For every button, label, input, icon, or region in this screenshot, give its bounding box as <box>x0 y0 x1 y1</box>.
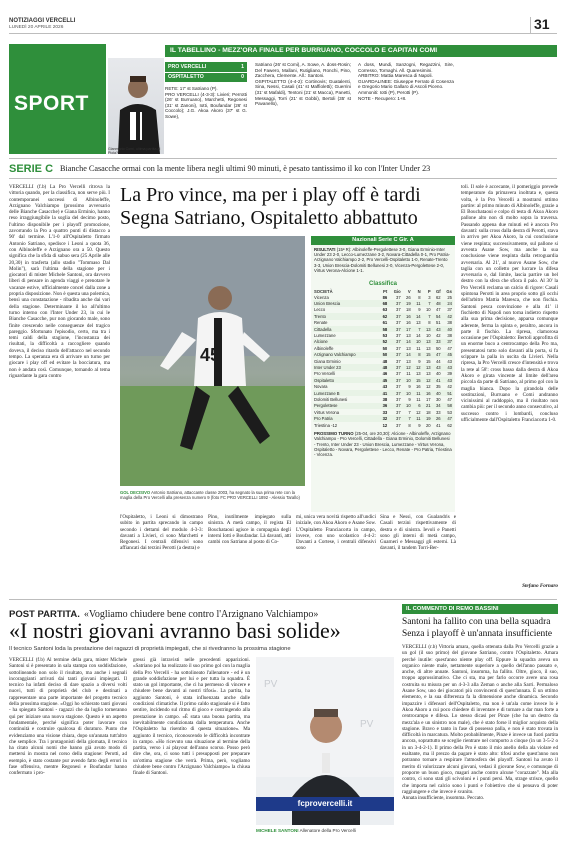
post-column-2: gressi già intravisti nelle precedenti apparizioni. «Satriano poi ha realizzato il suo primo gol con la maglia della Pro Vercelli - ha sottolineato l'allenatore - ed è un grande soddisfazione per lui e per tutta la squadra. È stato un gol importante, che ci ha permesso di vincere e chiudere bene davanti ai nostri tifosi». La partita, ha aggiunto Santoni, è stata influenzata anche dalle condizioni climatiche. Il primo caldo stagionale si è fatto sentire, incidendo sul ritmo di gioco e costringendo alla prestazione in campo. «È stata una buona partita, ma inevitabilmente condizionata dalla temperatura. Anche l'Ospitaletto ha risentito di questa situazione». Ma aggiunto il tecnico, riconoscendo le difficoltà incontrate in campo. «Ho ricevuto una situazione al termine della partita, verso i ai playout dell'anno scorso. Posso però dire che, ora, ci sono tutti i presupposti per preparare un'ottima stagione che verrà. Prima, però, vogliamo chiudere bene contro l'Arzignano Valchiampo» la chiusa finale di Santoni. <box>133 657 252 777</box>
standings-cell: 37 <box>396 345 401 351</box>
standings-cell: 61 <box>382 320 388 326</box>
lead-subhead: Bianche Casacche ormai con la mente libera negli ultimi 90 minuti, è pesato tantissimo il ko con l'Inter Under 23 <box>60 164 431 173</box>
standings-cell: 17 <box>425 396 431 402</box>
standings-cell: 37 <box>388 377 401 383</box>
tabellino-column-3: A doss, Mundi, Sanzogni, Regazzini, Sire, Corresso, Tornaghi. All. Quaresimini. ARBITRO: Mattia Maresca di Napoli. GUARDALINEE: Giuseppe Ferrato di Cosenza e Gregorio Mario Gallaro di Ascoli Piceno. Ammoniti: Iotti (P), Perotti (P). NOTE - Recupero: 1+8. <box>358 62 454 101</box>
standings-cell: 12 <box>422 377 432 383</box>
standings-cell: 13 <box>425 371 431 377</box>
standings-cell: 51 <box>442 390 453 396</box>
standings-cell: 9 <box>418 307 421 313</box>
standings-classifica-label: Classifica <box>368 281 398 287</box>
standings-cell: 47 <box>442 415 453 421</box>
standings-cell: 11 <box>416 396 421 402</box>
standings-cell: 53 <box>382 333 388 339</box>
standings-cell: 13 <box>405 358 411 364</box>
standings-cell: 62 <box>378 313 388 319</box>
standings-cell: 15 <box>412 377 422 383</box>
standings-cell: 7 <box>422 300 432 306</box>
standings-cell: 53 <box>447 409 452 415</box>
tabellino-column-2: Satriano (26' st Comi), A. Sowe, A. doss-Rosin; Del Fawero, Mallani, Rutigliano, Ronchi, Pino, Zacchera, Clemente. All.: Santoni. OSPITALETTO (4-4-2): Cortinovis; Guatalenti, Sina, Nessi, Casali (41' st Maffioletti); Guerrini (31' st Mafaldi), Tentoni (21' st Macca), Panetti, Messaggi, Torri (21' st Gobbi), Bertoli (35' st Pavanello), <box>255 62 351 107</box>
standings-cell: 37 <box>388 300 401 306</box>
standings-cell: 43 <box>432 364 442 370</box>
standings-cell: 37 <box>396 409 401 415</box>
standings-cell: 11 <box>412 300 422 306</box>
standings-cell: 10 <box>402 390 412 396</box>
lead-photo-caption-text: Antonio Satriano, attaccante classe 2003, ha segnato la sua prima rete con la maglia della Pro Vercelli alla presenza numero 9 (foto FC PRO VERCELLI 1892 - Alessio Tarallo) <box>120 490 300 500</box>
score-row-home <box>165 62 247 72</box>
standings-next-text: (25-04, ore 20,30): Alcione - Albinoleffe, Arzignano Valchiampo - Pro Vercelli, Cittadella - Giana Erminio, Dolomiti Bellunesi - Trento, Inter Under 23 - Union Brescia, Lumezzane - Virtus Verona, Ospitaletto - Novara, Pergolettese - Lecco, Renate - Pro Patria, Triestina - Vicenza. <box>314 431 452 458</box>
standings-cell: 15 <box>422 352 432 358</box>
svg-text:PV: PV <box>360 719 374 730</box>
standings-cell: 12 <box>425 384 431 390</box>
standings-cell: 43 <box>432 326 442 332</box>
standings-cell: 30 <box>435 396 441 402</box>
standings-cell: 48 <box>432 300 442 306</box>
standings-cell: 43 <box>382 384 388 390</box>
standings-cell: 9 <box>418 358 421 364</box>
lead-mid-column-2: Pino, inutilmente impiegato sulla sinistra. A metà campo, il regista El Bouchataoui agisce in compagnia degli interni Iotti e Boufandar. Là davanti, atti cambi con Satriano al posto di Co- <box>208 514 293 546</box>
standings-header-cell: Gf <box>435 288 441 294</box>
post-subhead: Il tecnico Santoni loda la prestazione dei ragazzi di proprietà impiegati, che si rivedranno la prossima stagione <box>9 646 291 652</box>
standings-cell: 58 <box>442 403 453 409</box>
standings-cell: 8 <box>412 352 422 358</box>
standings-cell: 10 <box>412 339 422 345</box>
standings-cell: 62 <box>447 422 452 428</box>
standings-cell: 7 <box>412 326 422 332</box>
standings-cell: 50 <box>382 345 388 351</box>
standings-cell: Virtus Verona <box>314 409 340 415</box>
standings-results <box>311 245 455 281</box>
standings-cell: 8 <box>408 422 411 428</box>
standings-cell: 9 <box>418 422 421 428</box>
standings-cell: 37 <box>388 313 401 319</box>
standings-cell: 42 <box>442 313 453 319</box>
standings-cell: 37 <box>388 352 401 358</box>
standings-cell: 41 <box>435 422 441 428</box>
standings-cell: Lecco <box>314 307 326 313</box>
post-kicker-quote: «Vogliamo chiudere bene contro l'Arzignano Valchiampo» <box>83 609 319 620</box>
lead-title-line-1: La Pro vince, ma per i play off è tardi <box>120 184 421 206</box>
tabellino-photo <box>108 58 164 154</box>
standings-cell: Alcione <box>313 339 378 345</box>
header-rule <box>9 33 557 34</box>
standings-cell: Renate <box>314 320 328 326</box>
player-comi-illustration <box>108 58 164 154</box>
standings-cell: 37 <box>447 307 452 313</box>
standings-cell: 24 <box>442 300 453 306</box>
standings-cell: 37 <box>396 320 401 326</box>
standings-cell: Trento <box>313 313 378 319</box>
standings-cell: 13 <box>415 320 421 326</box>
standings-cell: 33 <box>382 409 388 415</box>
standings-cell: 37 <box>396 371 401 377</box>
standings-cell: 6 <box>412 403 422 409</box>
comment-title-line-2: Senza i playoff è un'annata insufficiente <box>402 629 552 639</box>
standings-cell: 38 <box>447 333 452 339</box>
standings-cell: 37 <box>396 396 401 402</box>
post-top-rule <box>9 599 557 600</box>
score-away-value: 0 <box>241 74 244 81</box>
lead-top-rule <box>9 158 557 159</box>
standings-cell: 51 <box>435 320 441 326</box>
lead-kicker: SERIE C <box>9 163 54 175</box>
standings-cell: 10 <box>402 403 412 409</box>
standings-cell: 37 <box>396 358 401 364</box>
lead-photo-caption <box>120 490 305 500</box>
sport-section-label: SPORT <box>14 92 89 115</box>
post-column-1: VERCELLI (f.b) Al termine della gara, mister Michele Santoni si è presentato in sala stampa con soddisfazione, sottolineando non solo il risultato, ma anche i segnali incoraggianti arrivati dai tanti giovani impiegati. Il tecnico ha infatti deciso di dare spazio a diversi volti nuovi, tutti di proprietà del club e destinati a rappresentare una parte importante del progetto tecnico della prossima stagione. «Oggi ho schierato tanti giovani - ha spiegato Santoni - ragazzi che da luglio torneranno qui per iniziare una nuova stagione. Questo è un aspetto fondamentale, perché significa poter lavorare con continuità e costruire qualcosa di duraturo. Punto che evidenziamo una visione chiara, dopo un'annata tutt'altro che semplice. Tra i protagonisti della giornata, il tecnico ha citato alcuni nomi che hanno già avuto modo di mettersi in mostra nel corso della stagione: Perotti, ad esempio, è stato costante pur avendo fatto degli errori in fase offensiva, mentre Regonesi e Boufandar hanno confermato i pro- <box>9 657 129 777</box>
standings-cell: 32 <box>378 415 388 421</box>
standings-cell: 45 <box>442 352 453 358</box>
standings-cell: 19 <box>402 300 412 306</box>
standings-cell: 3 <box>428 294 431 300</box>
standings-cell: 13 <box>422 364 432 370</box>
standings-title: Nazionali Serie C Gir. A <box>311 236 455 245</box>
lead-title-line-2: Segna Satriano, Ospitaletto abbattuto <box>120 207 418 229</box>
standings-cell: 63 <box>382 307 388 313</box>
standings-cell: 11 <box>412 415 422 421</box>
standings-cell: 46 <box>382 371 388 377</box>
standings-cell: 14 <box>412 313 422 319</box>
standings-cell: Lumezzane <box>314 333 336 339</box>
standings-cell: 21 <box>422 403 432 409</box>
lead-mid-column-4: Sina e Nessi, con Gualandris e Casali terzini rispettivamente di destra e di sinistra. Ievoli e Panetti sono gli interni di metà campo, Guarneri e Messaggi gli esterni. Là davanti, il tandem Torri-Ber- <box>380 514 458 552</box>
standings-cell: 10 <box>402 377 412 383</box>
standings-cell: Novara <box>314 384 328 390</box>
standings-cell: 10 <box>425 333 431 339</box>
standings-cell: 11 <box>406 371 411 377</box>
post-photo-caption-text: Allenatore della Pro Vercelli <box>299 828 356 833</box>
standings-cell: 14 <box>402 339 412 345</box>
standings-cell: 39 <box>447 371 452 377</box>
standings-cell: Dolomiti Bellunesi <box>314 396 348 402</box>
standings-table-wrap <box>311 288 455 428</box>
post-photo-banner: fcprovercelli.it <box>297 799 353 808</box>
standings-cell: 62 <box>435 294 441 300</box>
standings-cell: Albinoleffe <box>314 345 334 351</box>
standings-cell: Ospitaletto <box>313 377 378 383</box>
score-away-team: OSPITALETTO <box>168 74 204 81</box>
standings-cell: 12 <box>415 409 421 415</box>
lead-photo <box>120 236 305 486</box>
standings-cell: 42 <box>435 333 441 339</box>
post-photo-caption <box>256 828 394 833</box>
standings-cell: 20 <box>425 422 431 428</box>
standings-cell: 16 <box>405 320 411 326</box>
lead-left-column: VERCELLI (f.b) La Pro Vercelli ritrova la vittoria quando, per la classifica, non serve più. I contemporanei successi di Albinoleffe, Arzignano Valchiampo (prossimo avversario delle Bianche Casacche) e Giana Erminio, hanno reso irraggiungibile la soglia del decimo posto, l'ultimo disponibile per i playoff promozione, zavorrando la Pro a quattro punti di distacco a 90' dal termine. L'1-0 all'Ospitaletto firmato Antonio Satriano, spedisce i Leoni a quota 36, con Albinoleffe e Arzignano ora a 50. Questo significa che la sfida di sabuo sera (25 Aprile alle 20,30) in trasferta (allo stadio "Tommaso Dal Molin"), sarà l'ultima della stagione per i giocatori di mister Michele Santoni, ora davvero liberi di pensare in agenda viaggi e prenotare le vacanze estive, ufficialmente concel dalla zone a propria disposizione. Non è questa una polemica, bensì una constatazione - ribadita anche dai vari della stagione. Determinante il ko all'ultimo turno interno con l'Inter Under 23, in cui le Bianche Casacche, pur non giocando male, sono finite crescendo nelle conseguenze del tragico pareggio. Sfortunato l'episodio, certo, ma tra i temi caldi della stagione, l'incostanza dei risultati, la difficoltà a raccogliere quando doveva, il deciso ritardo dell'attacco nel secondo tempo. La speranza era di arrivare un turno per giocare i play off ed evitare la bocciatura, ma non è andata così. Comunque, tornando al tema riguardante la gara contro <box>9 184 112 379</box>
score-row-away <box>165 73 247 83</box>
comment-text: VERCELLI (r.b) Vittoria amara, quella ottenuta dalla Pro Vercelli grazie a un gol (il suo primo) del giovane Satriano, contro l'Ospitaletto. Amara perché inutile: quest'anno niente play off. Eppure la squadra aveva un organico niente male, nettamente superiore a quello dell'anno passato e, anche, di altre annate. Santoni, insomma, ha fallito. Oltre, gioco, il suo, troppo approssimativo. Che ci sta, ma per farlo occorre avere una rosa costruita su misura per un 4-3-3 alla Zeman o anche alla Sarri. Permaloso Asane Sow, uno dei giocatori più convincenti di quest'annata. È un ottimo elemento, e la sua difterenza fa la dimensione anche dinamica. Secondo impazzire i difensori dell'Ospitaletto, ma non è un'ala come invece lo è Akoa Akoro a cui poco chiedere di inventare e di tornare a dar man forte a centrocampo e difesa. Lo stesso dicasi per Pinze (che ha un destro da mezz'ala e un sinistro non male), che è stato forse il miglior acquisto della stagione. Bravo e tanto in fase di possesso palla, e non è stato trovata in difficoltà in marcatura. Molto probabilmente, Pinze è invece un fuori partita ancora, soprattutto se sceglie rientrare nel comporto a cinque (in un 3-5-2 o in un 3-4-2-1). Il primo della Pro è stato il mio anello della ala violare ed esaltante, ma il prezzo da pagare è stato alto: tifosi anche quest'anno non potranno tornare a respirare l'atmosfera dei playoff. Santoni ha avuto il merito di valorizzare alcuni giovani, vedasi il giovane Sow, e comunque di proporre un buon gioco, magari anche contro alcune "corazzate". Ma alla contro, ci sono stati gli scivoloni e i punti persi. Ma, strage strisce, quello che importa nel calcio sono i punti e l'obiettivo che si pensava di poter raggiungere e che invece è svanito. Annata insufficiente, insomma. Peccato. <box>402 644 558 802</box>
standings-cell: 45 <box>378 377 388 383</box>
standings-header-cell: N <box>417 288 421 294</box>
standings-cell: 37 <box>396 422 401 428</box>
standings-cell: Pro Vercelli <box>314 371 336 377</box>
standings-cell: 36 <box>378 403 388 409</box>
standings-cell: 40 <box>435 371 441 377</box>
standings-cell: 9 <box>408 396 411 402</box>
standings-cell: 68 <box>378 300 388 306</box>
tabellino-banner-text: IL TABELLINO - MEZZ'ORA FINALE PER BURRUANO, COCCOLO E CAPITAN COMI <box>170 46 438 54</box>
standings-cell: 48 <box>382 358 388 364</box>
standings-cell: 26 <box>432 415 442 421</box>
standings-header-cell: Pt <box>383 288 388 294</box>
standings-cell: Pro Patria <box>313 415 378 421</box>
standings-table <box>313 288 453 428</box>
standings-cell: Arzignano Valchiampo <box>313 352 378 358</box>
standings-cell: 7 <box>408 409 411 415</box>
standings-cell: Lumezzane B <box>313 390 378 396</box>
standings-cell: 43 <box>442 364 453 370</box>
post-photo-caption-bold: MICHELE SANTONI <box>256 828 299 833</box>
standings-cell: 54 <box>432 313 442 319</box>
standings-cell: 12 <box>402 364 412 370</box>
standings-cell: 18 <box>425 409 431 415</box>
standings-cell: 43 <box>447 358 452 364</box>
standings-cell: 11 <box>412 390 422 396</box>
standings-results-text: (15ª R): Albinoleffe-Pergolettese 3-0, Giana Erminio-Inter Under 23 2-0, Lecco-Lumezzane 3-2, Novara-Cittadella 0-1, Pro Patria-Arzignano Valchiampo 2-2, Pro Vercelli-Ospitaletto 1-0, Renate-Trento 3-3, Union Brescia-Dolomiti Bellunesi 2-0, Vicenza-Pergolettese 2-0, Virtus Verona-Alcione 1-1. <box>314 247 450 273</box>
standings-cell: 86 <box>382 294 388 300</box>
standings-cell: 13 <box>405 333 411 339</box>
tabellino-column-1: RETE: 17' st Satriano (P). PRO VERCELLI (4-3-3): Livieri; Perrotti (26' st Burruano), Marchetti, Regonesi (31' st Zanoni), Iotti, Boufandar (26' st Coccolo); J.G. Akoa Akoro (37' st G. Sowe), <box>165 86 247 119</box>
standings-header-cell: P <box>427 288 431 294</box>
lead-right-column: toli. Il sole è accecante, il pomeriggio prevede temperature da primavera inoltrata e, questa volta, è la Pro Vercelli a mostrarsi ottimo partire: al primo minuto di Albinoleffe, grazie a El Bouchataoui e colpo di testa di Akoa Akoro pallone alto non di molto sopra la traversa. Passando appena due minuti ed è ancora Pro davanti: sulla cross dalla destra di Perotti, stava in arrivo per Akoa Akoro, la cui conclusione viene respinta; successivamente, sul pallone si avventa Asane Sow, ma anche la sua conclusione viene respinta dalla retroguardia avversaria. Al 21', al nuovo Asane Sow, che taglia con un colletto per lucrare la difesa avversaria e, dal limite, lascia partire un bel destro con la sfera che sfiora il palo. Al 30' la Pro Vercelli reclama un calcio di rigore: Casali spintona Perotti in area proprio sotto gli occhi dell'arbitro Mattia Maresca, che non fischia. Santoni pesca convinzione e alla 41' il fischietto di Napoli non torna indietro rispetto alla sua prima decisione, apparsa comunque aderente, ferma la spinta e, peraltro, ancora in parte il fischio. La ripresa, clamorosa occasione per l'Ospitaletto: Bertoli approfitta di un enorme buco a centrocampo della Pro ma, presentatosi tutto solo davanti alla porta, si fa scippare la palla in uscita da Livieri. Nella ripresa, la Pro Vercelli cresce d'intensità e trova la rete al 58': cross basso dalla destra di Akoa Akoro e girata vincente al limite dell'area piccola da parte di Satriano, al primo gol con la maglia bianca. Dopo la girandola delle sostituzioni, Burruano e Comi andranno vicinissimi al raddoppio, ma il risultato non cambia più: per il secondo anno consecutivo, al successo contro i lombardi, concluso ufficialmente dall'Ospitaletto Franciacorta 1-0. <box>461 184 560 423</box>
standings-header-cell: V <box>407 288 411 294</box>
paper-date: LUNEDÌ 20 APRILE 2026 <box>9 25 64 30</box>
standings-cell: 18 <box>405 307 411 313</box>
standings-cell: Inter Under 23 <box>313 364 378 370</box>
standings-cell: 37 <box>388 326 401 332</box>
standings-cell: Pergolettese <box>313 403 378 409</box>
standings-cell: 37 <box>388 364 401 370</box>
standings-cell: Vicenza <box>314 294 329 300</box>
standings-cell: 15 <box>425 358 431 364</box>
standings-cell: Union Brescia <box>313 300 378 306</box>
scoreboard <box>165 62 247 82</box>
standings-header-cell: SOCIETÀ <box>314 288 333 294</box>
standings-next-label: PROSSIMO TURNO <box>314 431 354 437</box>
standings-cell: 25 <box>447 294 452 300</box>
standings-cell: 26 <box>405 294 411 300</box>
standings-cell: 34 <box>432 403 442 409</box>
standings-cell: 10 <box>425 307 431 313</box>
standings-cell: 35 <box>435 384 441 390</box>
standings-cell: 7 <box>402 415 412 421</box>
standings-cell: 47 <box>435 307 441 313</box>
standings-cell: 37 <box>396 307 401 313</box>
standings-cell: 48 <box>378 364 388 370</box>
standings-cell: 16 <box>402 313 412 319</box>
lead-sub-rule <box>9 178 557 179</box>
standings-cell: 44 <box>435 358 441 364</box>
standings-cell: 17 <box>402 326 412 332</box>
lead-author: Stefano Fornaro <box>522 583 558 589</box>
standings-cell: 37 <box>388 390 401 396</box>
standings-cell: 47 <box>432 352 442 358</box>
standings-cell: 37 <box>396 294 401 300</box>
standings-body <box>313 294 453 428</box>
standings-cell: 38 <box>382 396 388 402</box>
svg-text:45: 45 <box>200 345 221 365</box>
standings-header-cell: Gs <box>446 288 452 294</box>
standings-cell: 40 <box>442 326 453 332</box>
standings-cell: 9 <box>408 384 411 390</box>
standings-cell: 42 <box>447 384 452 390</box>
standings-cell: 37 <box>396 384 401 390</box>
standings-cell: 8 <box>428 320 431 326</box>
lead-mid-column-3: mi, unica vera novità rispetto all'undici iniziale, con Akoa Akoro e Asane Sow. L'Ospitaletto Franciacorta in campo, invece, con uno scolastico 4-4-2: Davanti a Cortese, i centrali difensivi sono <box>296 514 378 552</box>
standings-cell: 38 <box>447 320 452 326</box>
standings-header-cell: Gio <box>393 288 401 294</box>
standings-cell: 13 <box>405 345 411 351</box>
satriano-action-illustration <box>120 236 305 486</box>
standings-cell: 12 <box>382 422 388 428</box>
standings-cell: 52 <box>378 339 388 345</box>
lead-photo-caption-bold: GOL DECISIVO <box>120 490 151 495</box>
lead-mid-column-1: l'Ospitaletto, i Leoni si dimostrano subito in partita sprecando in campo secondo i dettami del modulo 4-3-3: davanti a Livieri, ci sono Marchetti e Regonesi. I centrali difensivi sono affiancati dai terzini Perotti (a destra) e <box>120 514 205 552</box>
standings-cell: 13 <box>425 345 431 351</box>
score-home-value: 1 <box>241 63 244 70</box>
standings-cell: 8 <box>418 294 421 300</box>
standings-cell: 12 <box>412 364 422 370</box>
standings-cell: 37 <box>396 333 401 339</box>
standings-cell: 58 <box>378 326 388 332</box>
comment-title-line-1: Santoni ha fallito con una bella squadra <box>402 617 551 627</box>
svg-text:PV: PV <box>264 679 278 690</box>
tabellino-photo-caption: Gianmario Comi, ultima partita al Piola? <box>108 147 161 155</box>
standings-cell: 14 <box>402 352 412 358</box>
page-number-divider <box>530 17 531 33</box>
standings-cell: 47 <box>447 345 452 351</box>
standings-cell: 37 <box>442 339 453 345</box>
page-number: 31 <box>534 16 550 32</box>
standings-cell: Triestina -12 <box>314 422 338 428</box>
standings-cell: 16 <box>415 384 421 390</box>
standings-cell: Cittadella <box>313 326 378 332</box>
post-title: «I nostri giovani avranno basi solide» <box>9 618 341 643</box>
standings-cell: 33 <box>435 409 441 415</box>
standings-cell: Giana Erminio <box>314 358 341 364</box>
post-photo <box>256 657 394 825</box>
standings-cell: 37 <box>388 339 401 345</box>
standings-cell: 19 <box>422 415 432 421</box>
standings-cell: 50 <box>378 352 388 358</box>
post-kicker: POST PARTITA. <box>9 609 80 620</box>
paper-name: NOTIZIAGGI VERCELLI <box>9 18 76 24</box>
standings-cell: 40 <box>432 390 442 396</box>
standings-cell: 16 <box>422 390 432 396</box>
standings-results-label: RISULTATI <box>314 247 336 252</box>
standings-cell: 13 <box>415 371 421 377</box>
standings-cell: 41 <box>432 377 442 383</box>
score-home-team: PRO VERCELLI <box>168 63 207 70</box>
standings-box <box>311 236 455 512</box>
standings-cell: 37 <box>388 415 401 421</box>
standings-cell: 13 <box>422 326 432 332</box>
standings-cell: 11 <box>416 345 421 351</box>
comment-kicker: IL COMMENTO DI REMO BASSINI <box>406 605 499 612</box>
standings-next <box>311 428 455 460</box>
standings-cell: 33 <box>432 339 442 345</box>
standings-cell: 47 <box>447 396 452 402</box>
standings-cell: 14 <box>415 333 421 339</box>
standings-cell: 7 <box>422 313 432 319</box>
standings-cell: 13 <box>422 339 432 345</box>
standings-cell: 37 <box>388 403 401 409</box>
standings-cell: 50 <box>435 345 441 351</box>
standings-cell: 41 <box>378 390 388 396</box>
standings-cell: 43 <box>442 377 453 383</box>
